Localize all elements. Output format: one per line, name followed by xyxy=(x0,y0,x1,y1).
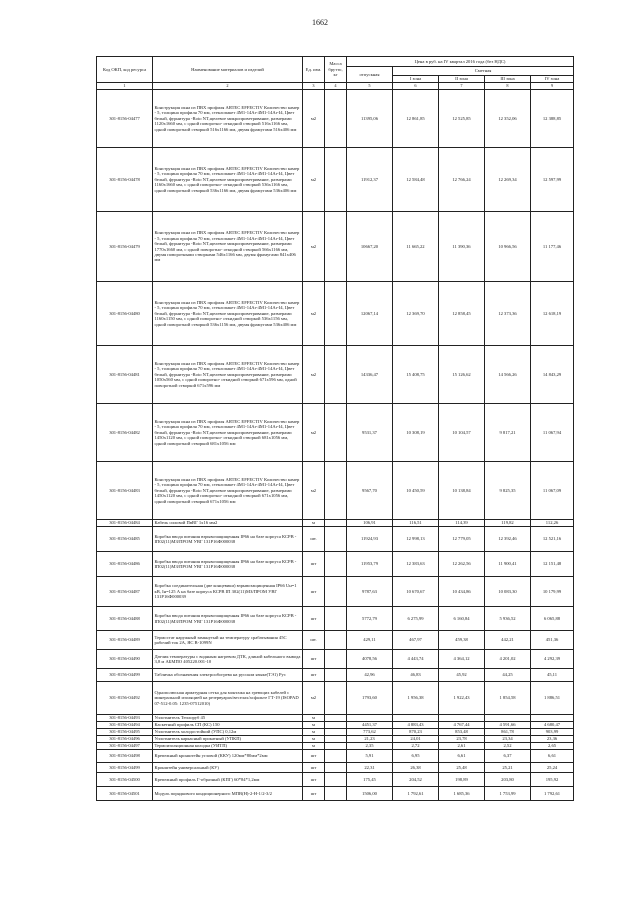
row-name: Конструкция окна из ПВХ профиля ARTEC EFFECTIV Количество камер - 5, толщина профиля 70 мм, стеклопакет 4М1-14Ar-4М1-14Ar-I4, Цвет белый, фурнитура -Roto NT,щелевое микропроветривание, размерами 1160х1150 мм, с одной поворотно- откидной створкой 536х1156 мм, одной поворотной створкой 536х1156 мм, двумя фрамугами 536х406 мм xyxy=(153,282,303,346)
page-number: 1662 xyxy=(312,18,328,27)
row-zone-2-price: 2,61 xyxy=(439,743,485,750)
table-row xyxy=(97,462,574,520)
row-mass xyxy=(325,650,347,669)
row-zone-1-price: 6 275,99 xyxy=(393,607,439,631)
row-zone-2-price: 1 685,36 xyxy=(439,787,485,801)
row-zone-3-price: 44,25 xyxy=(485,669,531,682)
row-unit: м2 xyxy=(303,282,325,346)
row-unit: м xyxy=(303,743,325,750)
row-mass xyxy=(325,404,347,462)
row-name: Термостат наружный замкнутый на температуру срабатывания 45С рабочий ток 2А, ЯС В-1099N xyxy=(153,631,303,650)
row-release-price: 12067,14 xyxy=(347,282,393,346)
row-code: 301-8156-04490 xyxy=(97,650,153,669)
row-unit: м2 xyxy=(303,212,325,282)
row-zone-2-price: 1 922,43 xyxy=(439,682,485,715)
row-release-price: 9787,63 xyxy=(347,577,393,607)
table-row xyxy=(97,729,574,736)
row-zone-1-price: 10 670,67 xyxy=(393,577,439,607)
row-zone-4-price: 903,99 xyxy=(531,729,574,736)
header-zone-2: II зона xyxy=(439,76,485,83)
row-code: 301-8156-04499 xyxy=(97,763,153,773)
row-release-price: 11953,79 xyxy=(347,552,393,577)
row-zone-2-price: 10 104,57 xyxy=(439,404,485,462)
row-name: Коробка ввода питания взрывозащищенная IP66 на базе корпуса КСРВ - IП02(11)МЗ/ПРОМ УВГ 131Р16Ф000038 xyxy=(153,527,303,552)
row-zone-4-price: 12 521,16 xyxy=(531,527,574,552)
column-index: 5 xyxy=(347,83,393,90)
row-mass xyxy=(325,520,347,527)
row-zone-2-price: 4 767,44 xyxy=(439,722,485,729)
row-zone-3-price: 5 936,52 xyxy=(485,607,531,631)
row-release-price: 1506,00 xyxy=(347,787,393,801)
row-zone-2-price: 10 434,86 xyxy=(439,577,485,607)
row-zone-3-price: 4 591,66 xyxy=(485,722,531,729)
column-index: 2 xyxy=(153,83,303,90)
row-release-price: 10667,20 xyxy=(347,212,393,282)
row-unit: м2 xyxy=(303,404,325,462)
row-release-price xyxy=(347,715,393,722)
row-zone-4-price: 6,61 xyxy=(531,750,574,763)
row-mass xyxy=(325,743,347,750)
table-row xyxy=(97,148,574,212)
row-zone-1-price: 26,38 xyxy=(393,763,439,773)
row-zone-1-price: 11 665,22 xyxy=(393,212,439,282)
row-zone-3-price: 10 966,56 xyxy=(485,212,531,282)
row-name: Однополюсная арматурная сетка для монтажа на греющих кабелей с минеральной изоляцией на резервуарах/веселах/асфальте ГТ-19 (ISOPAD 07-512-0.05: 1235-07512010) xyxy=(153,682,303,715)
row-zone-1-price: 12 861,85 xyxy=(393,90,439,148)
table-row xyxy=(97,682,574,715)
row-zone-1-price: 2,72 xyxy=(393,743,439,750)
row-release-price: 106,91 xyxy=(347,520,393,527)
row-zone-2-price: 12 766,24 xyxy=(439,148,485,212)
row-name: Уплотнитель Теплоруб 45 xyxy=(153,715,303,722)
row-name: Конструкция окна из ПВХ профиля ARTEC EFFECTIV Количество камер - 5, толщина профиля 70 мм, стеклопакет 4М1-14Ar-4М1-14Ar-I4, Цвет белый, фурнитура -Roto NT,щелевое микропроветривание, размерами 1770х1660 мм, с одной поворотно- откидной створкой 566х1166 мм, двумя поворотными створками 546х1166 мм, двумя фрамугами 841х406 мм xyxy=(153,212,303,282)
row-zone-1-price: 467,97 xyxy=(393,631,439,650)
row-name: Табличка обозначения электрообогрева на русском языке(ТЭ1) Рус xyxy=(153,669,303,682)
table-body xyxy=(97,90,574,801)
row-unit: шт xyxy=(303,650,325,669)
row-mass xyxy=(325,669,347,682)
row-zone-3-price: 442,21 xyxy=(485,631,531,650)
row-name: Конструкция окна из ПВХ профиля ARTEC EFFECTIV Количество камер - 5, толщина профиля 70 мм, стеклопакет 4М1-14Ar-4М1-14Ar-I4, Цвет белый, фурнитура -Roto NT,щелевое микропроветривание, размерами 1450х1120 мм, с одной поворотно- откидной створкой 671х1056 мм, одной поворотной створкой 671х1056 мм xyxy=(153,462,303,520)
row-code: 301-8156-04499 xyxy=(97,669,153,682)
row-zone-3-price: 14 566,26 xyxy=(485,346,531,404)
header-zone-3: III зона xyxy=(485,76,531,83)
row-code: 301-8156-04477 xyxy=(97,90,153,148)
row-zone-1-price: 1 956,38 xyxy=(393,682,439,715)
row-mass xyxy=(325,763,347,773)
row-zone-2-price: 12 525,85 xyxy=(439,90,485,148)
table-row xyxy=(97,282,574,346)
row-zone-4-price: 2,65 xyxy=(531,743,574,750)
row-zone-1-price: 1 792,61 xyxy=(393,787,439,801)
row-unit: шт xyxy=(303,787,325,801)
row-name: Уплотнитель холодостойкий (УПС) 0,12м xyxy=(153,729,303,736)
row-unit: шт xyxy=(303,773,325,787)
row-unit: м xyxy=(303,729,325,736)
header-unit: Ед. изм. xyxy=(303,57,325,83)
row-zone-4-price: 25,24 xyxy=(531,763,574,773)
row-name: Коробка соединительная (две концевики) взрывозащищенная IP66 Uн=1 кВ, Iн=125 А на базе корпуса КСРВ IП 302(11)МЗ/ПРОМ УВГ 131Р16Ф000039 xyxy=(153,577,303,607)
row-zone-4-price: 195,92 xyxy=(531,773,574,787)
row-zone-4-price: 1 792,61 xyxy=(531,787,574,801)
header-price-title: Цена в руб. на IV квартал 2016 года (без НДС) xyxy=(347,57,574,67)
row-unit: шт xyxy=(303,577,325,607)
row-zone-4-price: 12 151,48 xyxy=(531,552,574,577)
row-mass xyxy=(325,773,347,787)
row-code: 301-8156-04483 xyxy=(97,462,153,520)
row-zone-1-price: 204,52 xyxy=(393,773,439,787)
row-zone-3-price: 23,34 xyxy=(485,736,531,743)
row-unit: м2 xyxy=(303,90,325,148)
row-name: Конструкция окна из ПВХ профиля ARTEC EFFECTIV Количество камер - 5, толщина профиля 70 мм, стеклопакет 4М1-14Ar-4М1-14Ar-I4, Цвет белый, фурнитура -Roto NT,щелевое микропроветривание, размерами 1050х560 мм, с одной поворотно- откидной створкой 671х596 мм, одной поворотной створкой 671х596 мм xyxy=(153,346,303,404)
header-zone-4: IV зона xyxy=(531,76,574,83)
row-unit: шт xyxy=(303,750,325,763)
table-row xyxy=(97,715,574,722)
row-zone-3-price xyxy=(485,715,531,722)
row-mass xyxy=(325,577,347,607)
row-code: 301-8156-04479 xyxy=(97,212,153,282)
row-zone-4-price: 11 067,09 xyxy=(531,462,574,520)
row-zone-1-price: 24,01 xyxy=(393,736,439,743)
row-release-price: 1793,60 xyxy=(347,682,393,715)
row-mass xyxy=(325,715,347,722)
table-row xyxy=(97,607,574,631)
row-zone-3-price: 119,82 xyxy=(485,520,531,527)
row-zone-2-price: 6 160,84 xyxy=(439,607,485,631)
row-zone-1-price: 4 443,74 xyxy=(393,650,439,669)
table-row xyxy=(97,90,574,148)
row-unit: шт xyxy=(303,607,325,631)
row-name: Датчик температуры с водяным нагревом ДТК, длиной кабельного вывода 3,8 м АБМПО 405220.001-10 xyxy=(153,650,303,669)
row-code: 301-8156-04494 xyxy=(97,722,153,729)
row-zone-3-price: 25,21 xyxy=(485,763,531,773)
row-zone-4-price: 4 292,39 xyxy=(531,650,574,669)
table-row xyxy=(97,346,574,404)
row-unit: м2 xyxy=(303,682,325,715)
row-code: 301-8156-04498 xyxy=(97,750,153,763)
row-mass xyxy=(325,750,347,763)
row-zone-1-price: 12 383,63 xyxy=(393,552,439,577)
header-estimate: Сметная xyxy=(393,67,574,76)
row-zone-1-price xyxy=(393,715,439,722)
table-row xyxy=(97,404,574,462)
row-zone-3-price: 9 825,35 xyxy=(485,462,531,520)
row-code: 301-8156-04481 xyxy=(97,346,153,404)
row-code: 301-8156-04501 xyxy=(97,787,153,801)
row-name: Крепежный профиль Г-образный (КПГ) 60*84*1,2мм xyxy=(153,773,303,787)
column-index: 8 xyxy=(485,83,531,90)
row-code: 301-8156-04482 xyxy=(97,404,153,462)
row-unit: шт xyxy=(303,763,325,773)
row-zone-4-price: 112,26 xyxy=(531,520,574,527)
row-mass xyxy=(325,148,347,212)
row-zone-4-price: 12 388,85 xyxy=(531,90,574,148)
row-release-price: 2,35 xyxy=(347,743,393,750)
row-name: Коробка ввода питания взрывозащищенная IP66 на базе корпуса КСРВ - IП02(11)МЗ/ПРОМ УВГ 131Р16Ф000038 xyxy=(153,607,303,631)
row-code: 301-8156-04488 xyxy=(97,607,153,631)
row-zone-3-price: 12 269,34 xyxy=(485,148,531,212)
row-zone-4-price: 4 680,47 xyxy=(531,722,574,729)
row-name: Кабель силовой ПвВГ 1х16 мм2 xyxy=(153,520,303,527)
row-zone-3-price: 1 854,58 xyxy=(485,682,531,715)
row-name: Каскетный профиль СП (КС) 150 xyxy=(153,722,303,729)
row-zone-1-price: 10 450,59 xyxy=(393,462,439,520)
row-code: 301-8156-04480 xyxy=(97,282,153,346)
row-mass xyxy=(325,729,347,736)
row-zone-1-price: 4 883,43 xyxy=(393,722,439,729)
row-zone-2-price: 11 390,36 xyxy=(439,212,485,282)
row-unit: шт xyxy=(303,669,325,682)
row-zone-4-price: 11 177,46 xyxy=(531,212,574,282)
row-mass xyxy=(325,212,347,282)
row-release-price: 11912,37 xyxy=(347,148,393,212)
row-zone-3-price: 4 201,02 xyxy=(485,650,531,669)
row-zone-4-price: 11 067,94 xyxy=(531,404,574,462)
row-mass xyxy=(325,90,347,148)
row-code: 301-8156-04492 xyxy=(97,682,153,715)
row-mass xyxy=(325,552,347,577)
row-unit: м2 xyxy=(303,148,325,212)
row-zone-2-price: 15 126,62 xyxy=(439,346,485,404)
table-row xyxy=(97,631,574,650)
table-row xyxy=(97,787,574,801)
row-name: Конструкция окна из ПВХ профиля ARTEC EFFECTIV Количество камер - 5, толщина профиля 70 мм, стеклопакет 4М1-14Ar-4М1-14Ar-I4, Цвет белый, фурнитура -Roto NT,щелевое микропроветривание, размерами 1120х1660 мм, с одной поворотно- откидной створкой 516х1166 мм, одной поворотной створкой 516х1166 мм, двумя фрамугами 516х406 мм xyxy=(153,90,303,148)
row-unit: м2 xyxy=(303,346,325,404)
row-code: 301-8156-04484 xyxy=(97,520,153,527)
header-code: Код ОКП, код ресурса xyxy=(97,57,153,83)
row-zone-4-price: 10 179,99 xyxy=(531,577,574,607)
row-zone-2-price: 12 262,56 xyxy=(439,552,485,577)
row-release-price: 5772,79 xyxy=(347,607,393,631)
row-name: Уплотнитель каркасный прокатный (УПКП) xyxy=(153,736,303,743)
header-mass: Масса брутто, кг xyxy=(325,57,347,83)
row-unit: м2 xyxy=(303,462,325,520)
row-zone-1-price: 116,51 xyxy=(393,520,439,527)
column-index-row xyxy=(97,83,574,90)
row-code: 301-8156-04489 xyxy=(97,631,153,650)
row-zone-2-price: 23,78 xyxy=(439,736,485,743)
row-name: Конструкция окна из ПВХ профиля ARTEC EFFECTIV Количество камер - 5, толщина профиля 70 мм, стеклопакет 4М1-14Ar-4М1-14Ar-I4, Цвет белый, фурнитура -Roto NT,щелевое микропроветривание, размерами 1450х1120 мм, с одной поворотно- откидной створкой 681х1056 мм, одной поворотной створкой 681х1056 мм xyxy=(153,404,303,462)
row-mass xyxy=(325,631,347,650)
row-zone-2-price: 4 364,12 xyxy=(439,650,485,669)
column-index: 3 xyxy=(303,83,325,90)
row-name: Коробка ввода питания взрывозащищенная IP66 на базе корпуса КСРВ - IП02(11)МЗ/ПРОМ УВГ 131Р16Ф000038 xyxy=(153,552,303,577)
row-mass xyxy=(325,527,347,552)
row-zone-1-price: 6,95 xyxy=(393,750,439,763)
row-zone-1-price: 46,83 xyxy=(393,669,439,682)
row-zone-3-price: 9 817,21 xyxy=(485,404,531,462)
row-zone-3-price: 203,80 xyxy=(485,773,531,787)
row-zone-4-price: 45,11 xyxy=(531,669,574,682)
price-table xyxy=(96,56,574,801)
row-zone-4-price: 12 597,99 xyxy=(531,148,574,212)
row-release-price: 11924,93 xyxy=(347,527,393,552)
row-code: 301-8156-04486 xyxy=(97,552,153,577)
row-code: 301-8156-04500 xyxy=(97,773,153,787)
row-mass xyxy=(325,607,347,631)
table-row xyxy=(97,763,574,773)
row-zone-4-price: 6 065,88 xyxy=(531,607,574,631)
header-name: Наименование материалов и изделий xyxy=(153,57,303,83)
table-row xyxy=(97,527,574,552)
row-zone-1-price: 10 308,19 xyxy=(393,404,439,462)
table-row xyxy=(97,669,574,682)
row-unit: м xyxy=(303,715,325,722)
column-index: 6 xyxy=(393,83,439,90)
row-zone-1-price: 12 369,70 xyxy=(393,282,439,346)
row-zone-2-price: 459,38 xyxy=(439,631,485,650)
row-mass xyxy=(325,682,347,715)
table-row xyxy=(97,736,574,743)
row-zone-4-price: 23,36 xyxy=(531,736,574,743)
row-name: Конструкция окна из ПВХ профиля ARTEC EFFECTIV Количество камер - 5, толщина профиля 70 мм, стеклопакет 4М1-14Ar-4М1-14Ar-I4, Цвет белый, фурнитура -Roto NT,щелевое микропроветривание, размерами 1160х1660 мм, с одной поворотно- откидной створкой 536х1166 мм, одной поворотной створкой 536х1166 мм, двумя фрамугами 536х406 мм xyxy=(153,148,303,212)
table-row xyxy=(97,722,574,729)
row-zone-1-price: 870,23 xyxy=(393,729,439,736)
row-name: Модуль порядкового кондиционерного МПВ(Н)-2-Н-1/2-3/2 xyxy=(153,787,303,801)
row-unit: м xyxy=(303,520,325,527)
row-zone-2-price: 10 138,84 xyxy=(439,462,485,520)
row-zone-3-price: 1 753,99 xyxy=(485,787,531,801)
row-code: 301-8156-04487 xyxy=(97,577,153,607)
row-unit: м xyxy=(303,736,325,743)
column-index: 7 xyxy=(439,83,485,90)
table-row xyxy=(97,743,574,750)
row-zone-4-price: 1 886,51 xyxy=(531,682,574,715)
row-zone-3-price: 11 900,41 xyxy=(485,552,531,577)
row-unit: м xyxy=(303,722,325,729)
row-code: 301-8156-04485 xyxy=(97,527,153,552)
row-code: 301-8156-04478 xyxy=(97,148,153,212)
row-code: 301-8156-04495 xyxy=(97,729,153,736)
row-zone-3-price: 2,52 xyxy=(485,743,531,750)
row-mass xyxy=(325,736,347,743)
row-zone-2-price: 45,92 xyxy=(439,669,485,682)
row-zone-2-price: 25,48 xyxy=(439,763,485,773)
table-row xyxy=(97,212,574,282)
row-zone-3-price: 6,37 xyxy=(485,750,531,763)
column-index: 9 xyxy=(531,83,574,90)
row-zone-2-price: 6,61 xyxy=(439,750,485,763)
row-zone-3-price: 861,78 xyxy=(485,729,531,736)
row-release-price: 11395,06 xyxy=(347,90,393,148)
row-mass xyxy=(325,462,347,520)
row-code: 301-8156-04496 xyxy=(97,736,153,743)
row-zone-1-price: 12 998,13 xyxy=(393,527,439,552)
table-row xyxy=(97,750,574,763)
row-unit: шт. xyxy=(303,631,325,650)
row-unit: шт xyxy=(303,552,325,577)
row-zone-2-price xyxy=(439,715,485,722)
row-unit: шт. xyxy=(303,527,325,552)
row-mass xyxy=(325,346,347,404)
row-zone-1-price: 12 584,48 xyxy=(393,148,439,212)
row-release-price: 21,23 xyxy=(347,736,393,743)
row-release-price: 429,11 xyxy=(347,631,393,650)
row-zone-2-price: 198,89 xyxy=(439,773,485,787)
row-release-price: 14336,47 xyxy=(347,346,393,404)
row-release-price: 42,96 xyxy=(347,669,393,682)
row-release-price: 9567,70 xyxy=(347,462,393,520)
row-zone-2-price: 114,39 xyxy=(439,520,485,527)
row-mass xyxy=(325,282,347,346)
row-zone-2-price: 12 858,45 xyxy=(439,282,485,346)
header-zone-1: I зона xyxy=(393,76,439,83)
row-release-price: 22,31 xyxy=(347,763,393,773)
header-release: отпускная xyxy=(347,67,393,83)
row-zone-3-price: 12 352,06 xyxy=(485,90,531,148)
row-code: 301-8156-04497 xyxy=(97,743,153,750)
row-zone-4-price: 14 843,29 xyxy=(531,346,574,404)
row-release-price: 175,45 xyxy=(347,773,393,787)
row-zone-2-price: 853,48 xyxy=(439,729,485,736)
table-row xyxy=(97,520,574,527)
table-row xyxy=(97,552,574,577)
column-index: 1 xyxy=(97,83,153,90)
row-zone-3-price: 12 392,46 xyxy=(485,527,531,552)
table-row xyxy=(97,577,574,607)
row-zone-4-price xyxy=(531,715,574,722)
row-mass xyxy=(325,787,347,801)
row-zone-3-price: 10 083,30 xyxy=(485,577,531,607)
row-release-price: 773,62 xyxy=(347,729,393,736)
row-zone-2-price: 12 779,05 xyxy=(439,527,485,552)
row-code: 301-8156-04493 xyxy=(97,715,153,722)
row-release-price: 5,91 xyxy=(347,750,393,763)
row-zone-4-price: 451,36 xyxy=(531,631,574,650)
row-zone-3-price: 12 373,36 xyxy=(485,282,531,346)
table-row xyxy=(97,650,574,669)
table-row xyxy=(97,773,574,787)
row-mass xyxy=(325,722,347,729)
row-release-price: 4078,56 xyxy=(347,650,393,669)
row-name: Кронштейн универсальный (КУ) xyxy=(153,763,303,773)
row-release-price: 9531,37 xyxy=(347,404,393,462)
row-zone-1-price: 15 408,75 xyxy=(393,346,439,404)
column-index: 4 xyxy=(325,83,347,90)
row-name: Крепежный кронштейн угловой (ККУ) 120мм*80мм*2мм xyxy=(153,750,303,763)
row-name: Термоизоляционная колодка (УИТП) xyxy=(153,743,303,750)
row-zone-4-price: 12 618,19 xyxy=(531,282,574,346)
row-release-price: 4451,37 xyxy=(347,722,393,729)
